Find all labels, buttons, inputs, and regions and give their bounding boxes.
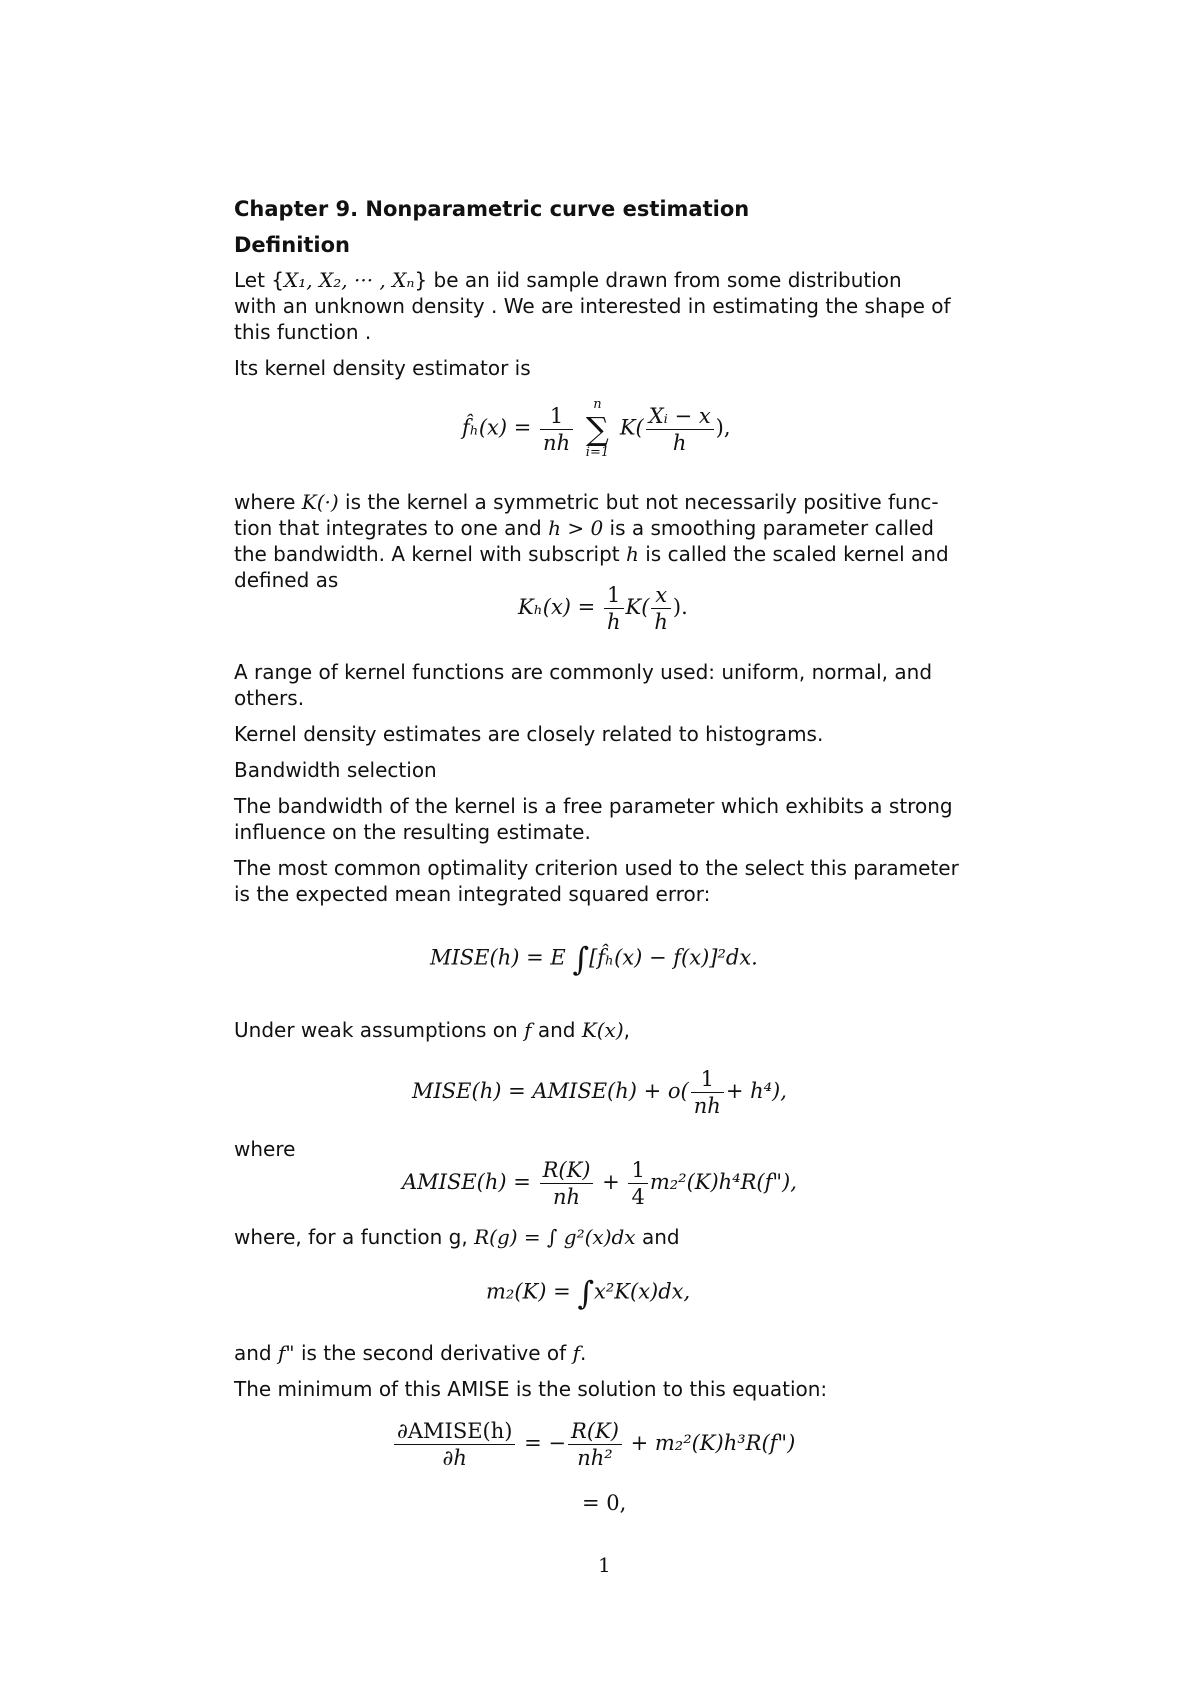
text-run: is the second derivative of <box>294 1341 573 1365</box>
paragraph-line <box>234 489 939 515</box>
text-run: and <box>234 1341 278 1365</box>
denominator: h <box>654 610 668 634</box>
paragraph-line <box>234 1340 586 1366</box>
text-run: the bandwidth. A kernel with subscript <box>234 542 626 566</box>
text-run: Let { <box>234 268 285 292</box>
paragraph-line: defined as <box>234 568 339 592</box>
math-term: K( <box>625 595 650 619</box>
math-inline: f" <box>277 1341 295 1365</box>
math-term: Kₕ(x) = <box>518 595 596 619</box>
fraction <box>540 403 573 456</box>
math-term: m₂(K) = <box>486 1279 571 1304</box>
math-term: MISE(h) = E <box>430 945 566 970</box>
paragraph-line: A range of kernel functions are commonly used: uniform, normal, and <box>234 660 933 684</box>
denominator: nh² <box>577 1446 613 1470</box>
text-run: is the kernel a symmetric but not necessarily positive func- <box>338 490 939 514</box>
denominator: nh <box>543 430 571 455</box>
text-run: is called the scaled kernel and <box>638 542 949 566</box>
denominator: h <box>672 430 687 455</box>
denominator: nh <box>552 1185 581 1209</box>
math-inline: f <box>524 1018 532 1042</box>
paragraph-line: Its kernel density estimator is <box>234 356 531 380</box>
fraction <box>651 582 671 635</box>
paragraph-line <box>234 515 934 541</box>
math-term: K( <box>619 415 644 440</box>
text-run: and <box>635 1225 680 1249</box>
section-heading-bandwidth: Bandwidth selection <box>234 758 437 782</box>
numerator: Xᵢ − x <box>646 403 714 430</box>
math-term: ), <box>715 415 731 440</box>
numerator: x <box>651 582 671 609</box>
equation-mise <box>430 940 758 978</box>
text-run: is a smoothing parameter called <box>603 516 934 540</box>
math-term: + <box>602 1170 620 1194</box>
math-inline: h > 0 <box>548 516 604 540</box>
math-inline: R(g) = ∫ g²(x)dx <box>474 1225 636 1249</box>
paragraph-line: this function . <box>234 320 372 344</box>
equation-zero: = 0, <box>582 1491 627 1515</box>
paragraph-line: with an unknown density . We are interested in estimating the shape of <box>234 294 951 318</box>
equation-kde <box>462 398 731 460</box>
paragraph-line <box>234 541 949 567</box>
equation-amise <box>402 1157 797 1210</box>
numerator: 1 <box>604 582 624 609</box>
integral-symbol: ∫ <box>577 1274 595 1312</box>
numerator: R(K) <box>540 1157 594 1184</box>
paragraph-line: The minimum of this AMISE is the solution to this equation: <box>234 1377 828 1401</box>
math-term: m₂²(K)h⁴R(f"), <box>649 1170 797 1194</box>
math-inline: K(x) <box>581 1018 624 1042</box>
numerator: ∂AMISE(h) <box>394 1418 515 1445</box>
math-term: MISE(h) = AMISE(h) + o( <box>412 1079 689 1103</box>
fraction <box>604 582 624 635</box>
fraction <box>628 1157 647 1210</box>
paragraph-line: The most common optimality criterion used to the select this parameter <box>234 856 959 880</box>
text-run: where <box>234 490 302 514</box>
paragraph-line: others. <box>234 686 305 710</box>
paragraph-line <box>234 1017 630 1043</box>
paragraph-line: Kernel density estimates are closely related to histograms. <box>234 722 824 746</box>
math-term: + h⁴), <box>725 1079 787 1103</box>
paragraph-line: The bandwidth of the kernel is a free parameter which exhibits a strong <box>234 794 953 818</box>
denominator: ∂h <box>442 1446 467 1470</box>
integral-symbol: ∫ <box>572 940 590 978</box>
paragraph-line: is the expected mean integrated squared error: <box>234 882 711 906</box>
text-run: , <box>623 1018 630 1042</box>
summation <box>586 398 609 460</box>
numerator: 1 <box>540 403 573 430</box>
paragraph-line: influence on the resulting estimate. <box>234 820 591 844</box>
text-run: where, for a function g, <box>234 1225 475 1249</box>
numerator: R(K) <box>568 1418 622 1445</box>
math-inline: h <box>626 542 639 566</box>
numerator: 1 <box>691 1066 724 1093</box>
text-run: and <box>531 1018 582 1042</box>
equation-m2 <box>486 1274 690 1312</box>
numerator: 1 <box>628 1157 647 1184</box>
fraction <box>568 1418 622 1471</box>
equation-mise-amise <box>412 1066 787 1119</box>
paragraph-line: where <box>234 1137 296 1161</box>
equation-scaled-kernel <box>518 582 688 635</box>
math-term: ). <box>672 595 688 619</box>
equation-derivative <box>392 1418 795 1471</box>
math-term: [f̂ₕ(x) − f(x)]²dx. <box>589 945 758 970</box>
math-term: AMISE(h) = <box>402 1170 531 1194</box>
math-term: + m₂²(K)h³R(f") <box>630 1431 796 1455</box>
text-run: } be an iid sample drawn from some distribution <box>414 268 902 292</box>
sigma-symbol: ∑ <box>586 410 609 448</box>
text-run: tion that integrates to one and <box>234 516 549 540</box>
denominator: 4 <box>631 1185 645 1209</box>
page-number: 1 <box>598 1553 611 1577</box>
fraction <box>540 1157 594 1210</box>
paragraph-line <box>234 267 902 293</box>
fraction <box>394 1418 515 1471</box>
fraction <box>646 403 714 456</box>
text-run: . <box>579 1341 587 1365</box>
math-term: = − <box>524 1431 567 1455</box>
denominator: nh <box>693 1094 721 1118</box>
math-inline: X₁, X₂, ··· , Xₙ <box>284 268 415 292</box>
chapter-title: Chapter 9. Nonparametric curve estimation <box>234 197 750 221</box>
section-heading-definition: Definition <box>234 233 351 257</box>
math-inline: f <box>572 1341 580 1365</box>
paragraph-line <box>234 1224 680 1250</box>
denominator: h <box>606 610 621 634</box>
sum-lower: i=1 <box>585 445 610 460</box>
math-term: f̂ₕ(x) = <box>462 415 532 440</box>
sum-upper: n <box>593 397 602 412</box>
math-term: x²K(x)dx, <box>594 1279 691 1304</box>
fraction <box>691 1066 724 1119</box>
math-inline: K(·) <box>301 490 339 514</box>
text-run: Under weak assumptions on <box>234 1018 525 1042</box>
